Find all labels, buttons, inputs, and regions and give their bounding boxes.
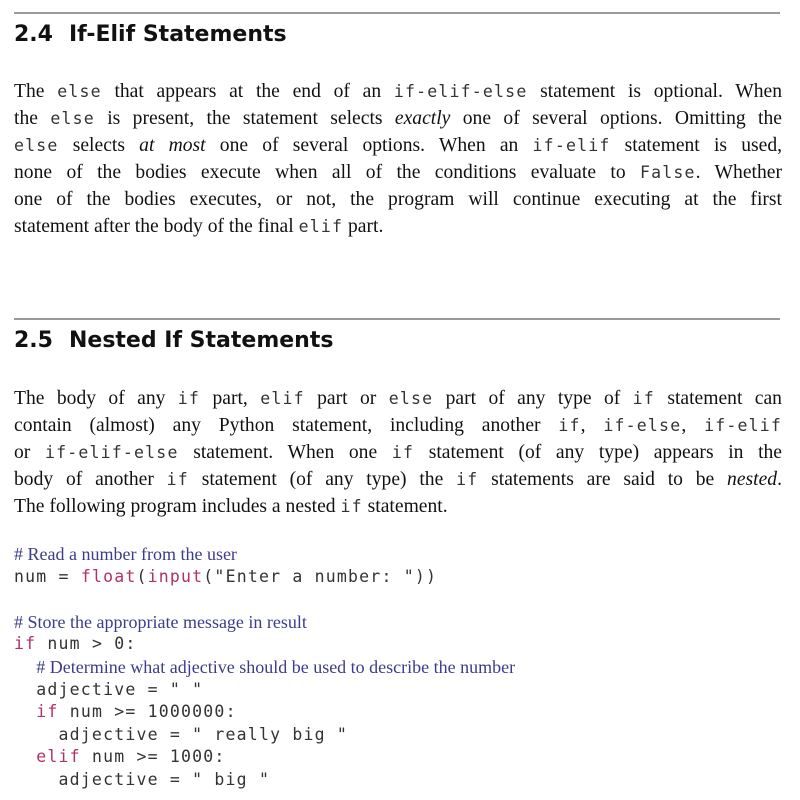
text-run: statement is optional. When bbox=[527, 81, 782, 102]
text-run: statement after the body of the final bbox=[14, 216, 299, 237]
text-run: statement is used, bbox=[610, 135, 783, 156]
text-run: statement (of any type) appears in the bbox=[414, 442, 783, 463]
text-line bbox=[14, 493, 782, 520]
text-run: one of several options. When an bbox=[205, 135, 533, 156]
text-run: statement. When one bbox=[178, 442, 392, 463]
text-run: none of the bodies execute when all of the conditions evaluate to bbox=[14, 162, 640, 183]
text-run: statement can bbox=[654, 388, 782, 409]
inline-code: if-elif-else bbox=[44, 443, 179, 462]
code-line bbox=[14, 567, 437, 586]
code-builtin: input bbox=[147, 566, 204, 586]
text-line bbox=[14, 159, 782, 186]
text-run: , bbox=[681, 415, 705, 436]
inline-code: else bbox=[57, 82, 102, 101]
text-run: one of several options. Omitting the bbox=[450, 108, 782, 129]
code-line bbox=[14, 544, 237, 565]
text-run: that appears at the end of an bbox=[101, 81, 394, 102]
text-run: statement. bbox=[362, 496, 448, 517]
inline-code: if bbox=[177, 389, 201, 408]
inline-code: if bbox=[391, 443, 415, 462]
text-run: The following program includes a nested bbox=[14, 496, 341, 517]
text-run: . Whether bbox=[695, 162, 782, 183]
code-token: num >= 1000: bbox=[80, 747, 226, 767]
text-run: is present, the statement selects bbox=[94, 108, 395, 129]
code-line bbox=[14, 634, 137, 653]
emphasis: nested bbox=[727, 469, 778, 490]
text-line bbox=[14, 78, 782, 105]
code-token: num = bbox=[14, 566, 81, 586]
text-line bbox=[14, 466, 782, 493]
code-token: adjective = " " bbox=[14, 679, 204, 699]
section-number: 2.5 bbox=[14, 328, 53, 353]
inline-code: if bbox=[558, 416, 581, 435]
code-comment: # Determine what adjective should be used to describe the number bbox=[36, 657, 516, 677]
inline-code: else bbox=[14, 136, 59, 155]
code-line bbox=[14, 770, 270, 789]
text-run: , bbox=[580, 415, 604, 436]
code-token: num >= 1000000: bbox=[58, 702, 237, 722]
text-run: or bbox=[14, 442, 45, 463]
code-line bbox=[14, 612, 307, 633]
text-line bbox=[14, 213, 782, 240]
section-title: If-Elif Statements bbox=[68, 22, 287, 47]
inline-code: if bbox=[456, 470, 479, 489]
code-comment: # Store the appropriate message in result bbox=[14, 611, 307, 632]
code-line bbox=[14, 702, 237, 721]
section-title: Nested If Statements bbox=[68, 328, 334, 353]
code-keyword: if bbox=[36, 702, 59, 722]
code-keyword: elif bbox=[36, 747, 81, 767]
text-line bbox=[14, 439, 782, 466]
text-run: part or bbox=[304, 388, 389, 409]
section-heading bbox=[14, 328, 333, 353]
inline-code: elif bbox=[298, 217, 344, 236]
text-line bbox=[14, 385, 782, 412]
inline-code: if-elif bbox=[532, 136, 611, 155]
inline-code: if-elif bbox=[704, 416, 782, 435]
text-run: statement (of any type) the bbox=[188, 469, 457, 490]
text-line bbox=[14, 412, 782, 439]
section-heading bbox=[14, 22, 287, 47]
code-line bbox=[14, 657, 515, 678]
code-token: adjective = " big " bbox=[14, 770, 271, 789]
section-number: 2.4 bbox=[14, 22, 53, 47]
inline-code: if bbox=[632, 389, 655, 408]
code-comment: # Read a number from the user bbox=[14, 544, 237, 564]
paragraph bbox=[14, 385, 782, 520]
code-keyword: if bbox=[14, 634, 37, 654]
text-run: part of any type of bbox=[433, 388, 633, 409]
inline-code: else bbox=[388, 389, 434, 408]
section-divider bbox=[14, 12, 780, 14]
text-line bbox=[14, 105, 782, 132]
text-run: part, bbox=[200, 388, 261, 409]
inline-code: if-elif-else bbox=[393, 82, 528, 101]
code-token: num > 0: bbox=[36, 634, 137, 654]
text-run: the bbox=[14, 108, 51, 129]
text-run: part. bbox=[343, 216, 384, 237]
text-run: one of the bodies executes, or not, the program will continue executing at the first bbox=[14, 189, 782, 210]
code-builtin: float bbox=[80, 566, 137, 586]
inline-code: False bbox=[639, 163, 696, 182]
text-run: . bbox=[777, 469, 782, 490]
inline-code: if bbox=[166, 470, 189, 489]
emphasis: at most bbox=[139, 135, 206, 156]
text-run: The bbox=[14, 81, 58, 102]
paragraph bbox=[14, 78, 782, 240]
inline-code: if bbox=[340, 497, 363, 516]
section-divider bbox=[14, 318, 780, 320]
code-token bbox=[14, 747, 36, 766]
text-line bbox=[14, 132, 782, 159]
code-token: adjective = " really big " bbox=[14, 724, 349, 744]
text-run: statements are said to be bbox=[478, 469, 728, 490]
code-token bbox=[14, 702, 36, 721]
text-line bbox=[14, 186, 782, 213]
text-run: body of another bbox=[14, 469, 167, 490]
code-line bbox=[14, 680, 203, 699]
inline-code: if-else bbox=[603, 416, 682, 435]
code-line bbox=[14, 747, 226, 766]
text-run: contain (almost) any Python statement, including another bbox=[14, 415, 559, 436]
code-token bbox=[14, 658, 36, 677]
code-token: ("Enter a number: ")) bbox=[203, 566, 438, 586]
inline-code: else bbox=[50, 109, 95, 128]
code-token: ( bbox=[136, 566, 148, 586]
text-run: The body of any bbox=[14, 388, 178, 409]
text-run: selects bbox=[58, 135, 140, 156]
inline-code: elif bbox=[260, 389, 305, 408]
code-line bbox=[14, 725, 348, 744]
emphasis: exactly bbox=[394, 108, 451, 129]
